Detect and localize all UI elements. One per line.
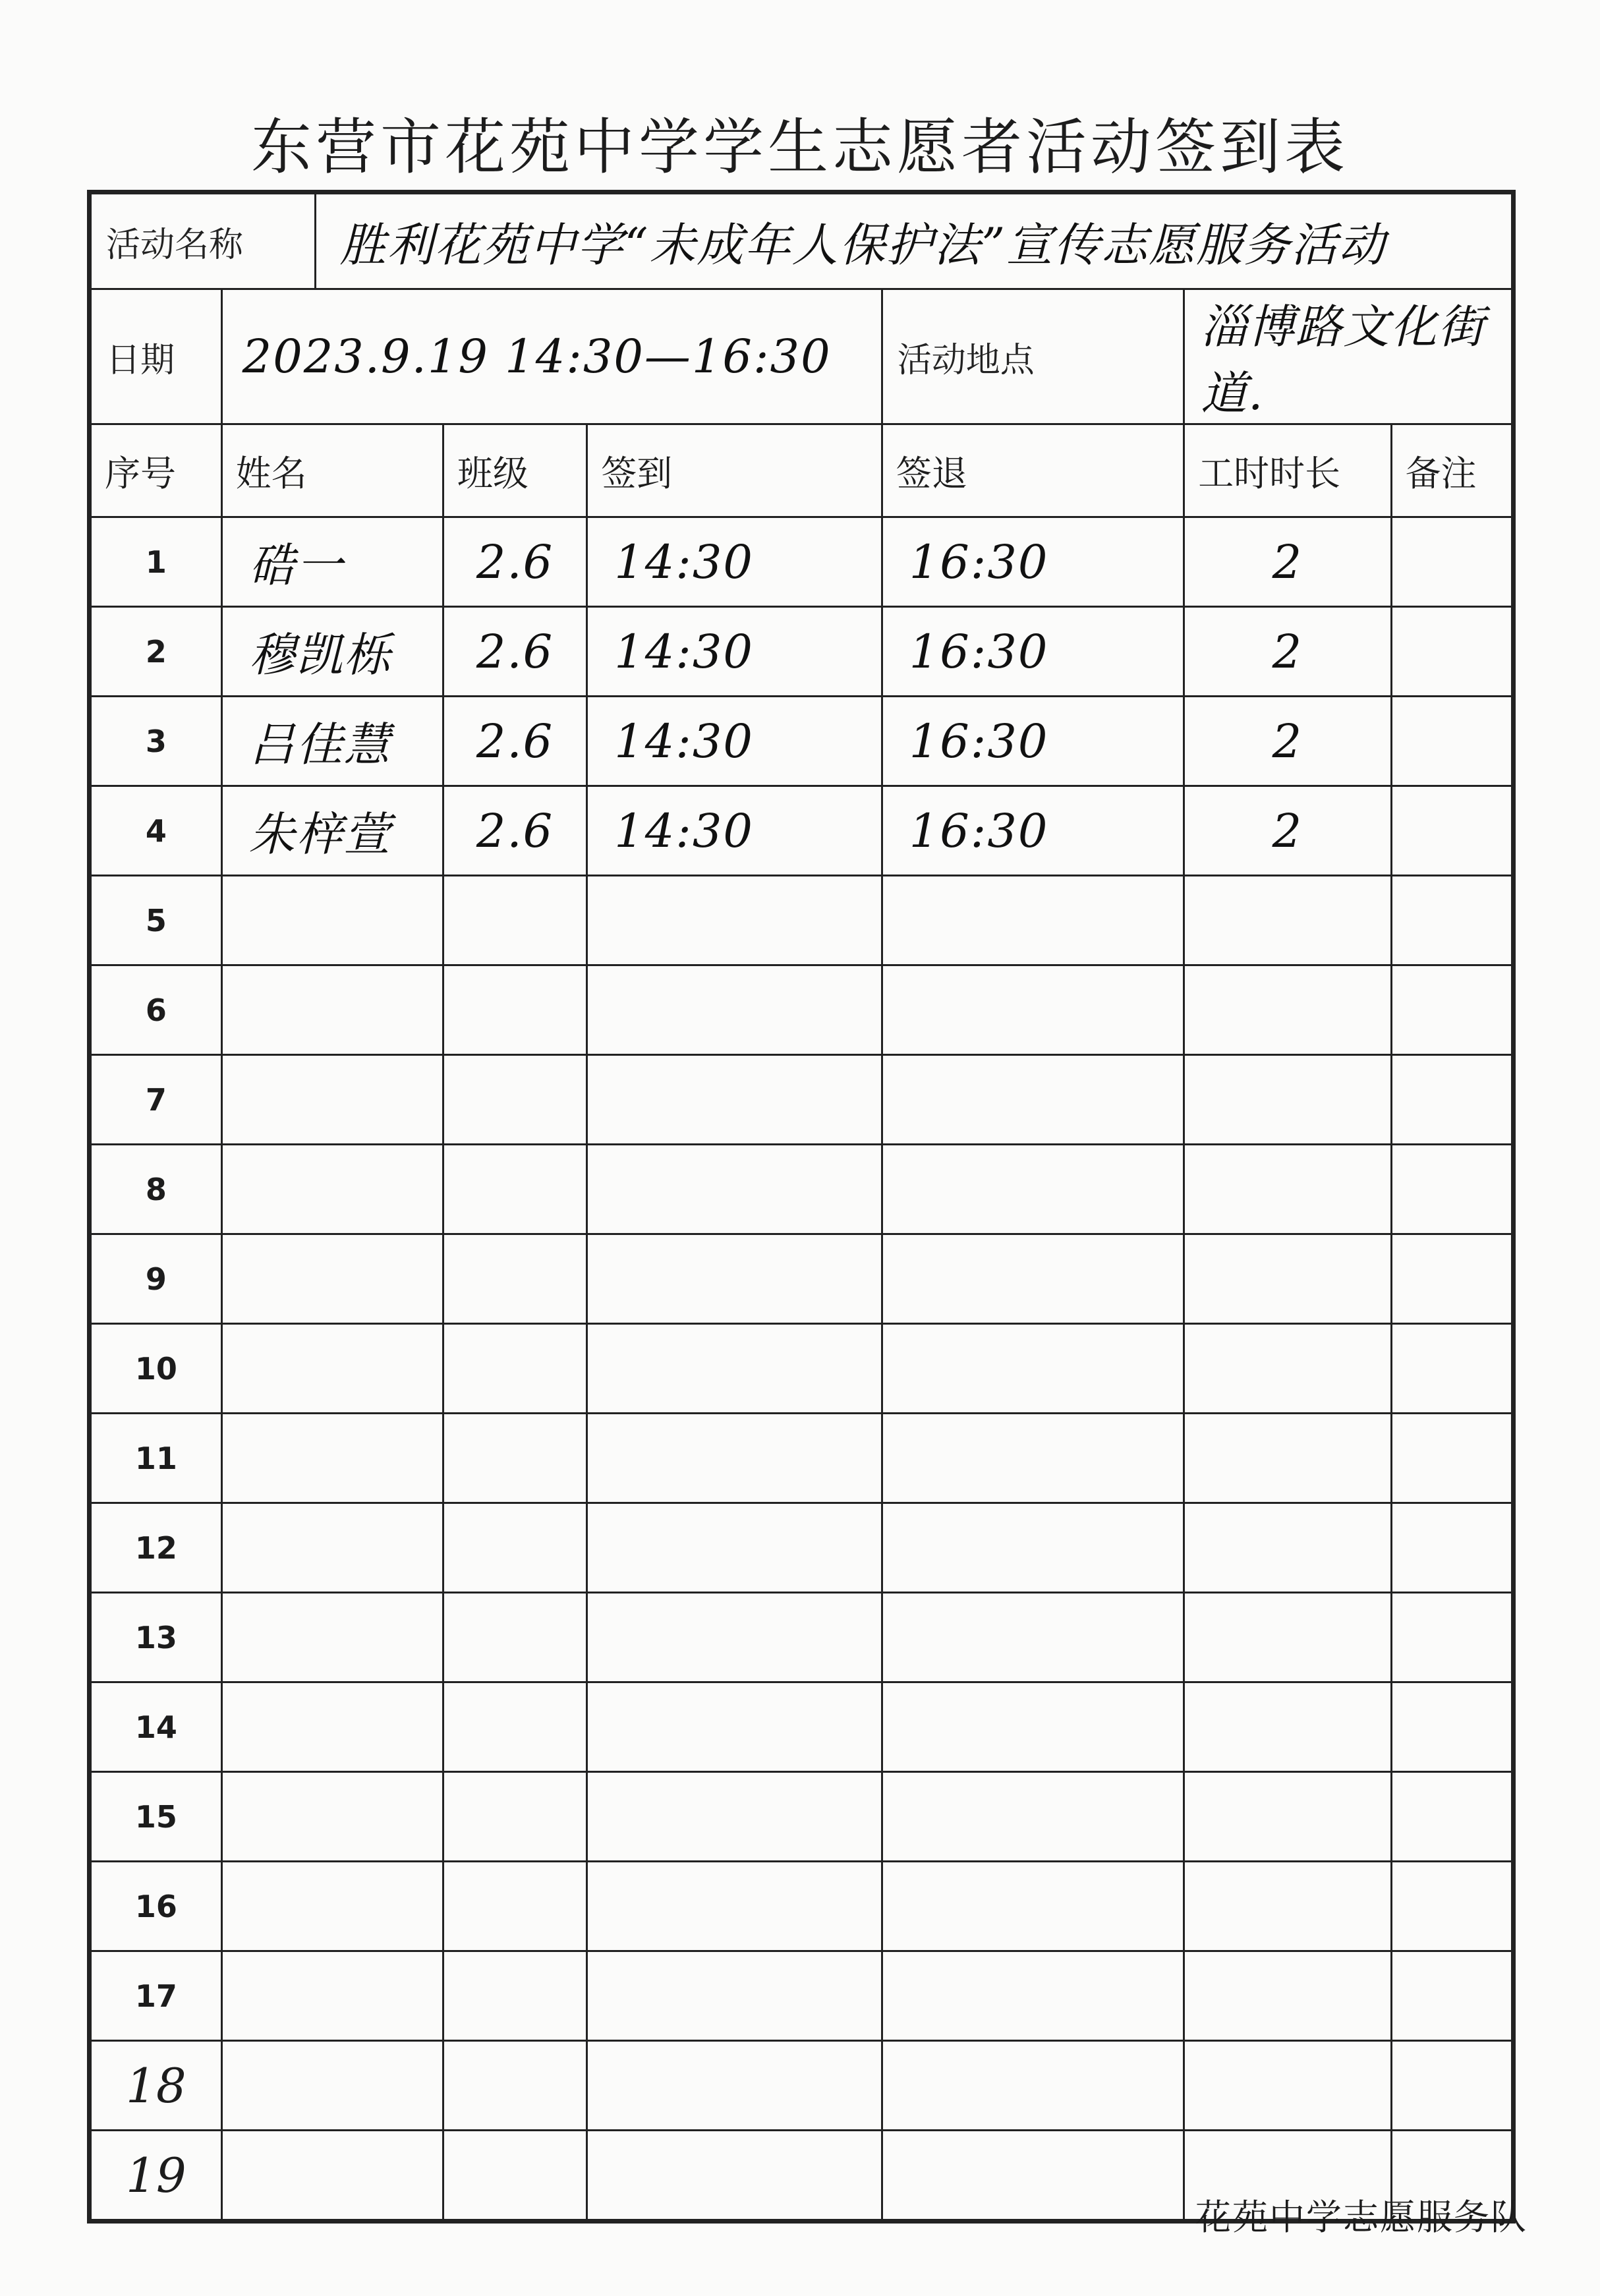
location-value[interactable]: 淄博路文化街道.: [1184, 289, 1512, 424]
sign-out-cell[interactable]: [882, 876, 1184, 965]
note-cell[interactable]: [1391, 1682, 1512, 1772]
class-cell[interactable]: [443, 1503, 586, 1593]
table-row: [91, 1593, 1512, 1682]
class-cell[interactable]: [443, 2041, 586, 2131]
class-cell[interactable]: [443, 876, 586, 965]
table-row: [91, 1145, 1512, 1234]
name-cell[interactable]: [221, 1682, 443, 1772]
name-cell[interactable]: [221, 2041, 443, 2131]
sign-in-cell[interactable]: [587, 1772, 882, 1862]
class-cell[interactable]: 2.6: [443, 517, 586, 607]
sign-in-cell[interactable]: [587, 2041, 882, 2131]
sign-in-cell[interactable]: [587, 1503, 882, 1593]
hours-cell[interactable]: [1184, 2041, 1391, 2131]
date-value[interactable]: 2023.9.19 14:30—16:30: [221, 289, 882, 424]
hours-cell[interactable]: 2: [1184, 517, 1391, 607]
row-number: 17: [91, 1951, 222, 2041]
note-cell[interactable]: [1391, 2041, 1512, 2131]
note-cell[interactable]: [1391, 1772, 1512, 1862]
row-number: 3: [91, 697, 222, 786]
table-row: [91, 1055, 1512, 1145]
col-header-hours: 工时时长: [1184, 424, 1391, 517]
sign-out-cell[interactable]: [882, 965, 1184, 1055]
class-cell[interactable]: 2.6: [443, 786, 586, 876]
name-cell[interactable]: 朱梓萱: [221, 786, 443, 876]
name-cell[interactable]: 吕佳慧: [221, 697, 443, 786]
class-cell[interactable]: [443, 2131, 586, 2220]
sign-in-cell[interactable]: 14:30: [587, 517, 882, 607]
class-cell[interactable]: [443, 1324, 586, 1414]
row-number: 16: [91, 1862, 222, 1951]
note-cell[interactable]: [1391, 517, 1512, 607]
table-row: [91, 607, 1512, 697]
sign-out-cell[interactable]: [882, 2041, 1184, 2131]
col-header-number: 序号: [91, 424, 222, 517]
class-cell[interactable]: [443, 1682, 586, 1772]
name-cell[interactable]: [221, 1324, 443, 1414]
hours-cell[interactable]: [1184, 1324, 1391, 1414]
class-cell[interactable]: [443, 1414, 586, 1503]
table-row: [91, 2041, 1512, 2131]
row-number: 13: [91, 1593, 222, 1682]
row-number: 2: [91, 607, 222, 697]
location-label: 活动地点: [882, 289, 1184, 424]
sign-in-cell[interactable]: 14:30: [587, 697, 882, 786]
name-cell[interactable]: [221, 2131, 443, 2220]
sign-out-cell[interactable]: [882, 1951, 1184, 2041]
sign-in-cell[interactable]: [587, 2131, 882, 2220]
class-cell[interactable]: [443, 1862, 586, 1951]
class-cell[interactable]: 2.6: [443, 607, 586, 697]
sign-in-cell[interactable]: [587, 965, 882, 1055]
sign-in-cell[interactable]: [587, 1055, 882, 1145]
table-row: [91, 1951, 1512, 2041]
hours-cell[interactable]: [1184, 965, 1391, 1055]
hours-cell[interactable]: [1184, 1772, 1391, 1862]
class-cell[interactable]: [443, 1145, 586, 1234]
name-cell[interactable]: [221, 1145, 443, 1234]
name-cell[interactable]: 穆凯栎: [221, 607, 443, 697]
hours-cell[interactable]: 2: [1184, 697, 1391, 786]
row-number: 18: [91, 2041, 222, 2131]
name-cell[interactable]: [221, 965, 443, 1055]
sign-out-cell[interactable]: [882, 1324, 1184, 1414]
class-cell[interactable]: 2.6: [443, 697, 586, 786]
sign-in-cell[interactable]: [587, 1414, 882, 1503]
note-cell[interactable]: [1391, 965, 1512, 1055]
sign-out-cell[interactable]: 16:30: [882, 697, 1184, 786]
row-number: 5: [91, 876, 222, 965]
note-cell[interactable]: [1391, 1593, 1512, 1682]
name-cell[interactable]: [221, 1234, 443, 1324]
hours-cell[interactable]: 2: [1184, 786, 1391, 876]
note-cell[interactable]: [1391, 1414, 1512, 1503]
sign-out-cell[interactable]: [882, 1055, 1184, 1145]
activity-name-label: 活动名称: [91, 194, 316, 289]
row-number: 7: [91, 1055, 222, 1145]
sign-out-cell[interactable]: [882, 1503, 1184, 1593]
table-row: [91, 1324, 1512, 1414]
hours-cell[interactable]: [1184, 1682, 1391, 1772]
sign-out-cell[interactable]: [882, 2131, 1184, 2220]
row-number: 15: [91, 1772, 222, 1862]
name-cell[interactable]: [221, 1503, 443, 1593]
sign-out-cell[interactable]: [882, 1234, 1184, 1324]
hours-cell[interactable]: [1184, 1503, 1391, 1593]
col-header-sign-out: 签退: [882, 424, 1184, 517]
sign-out-cell[interactable]: 16:30: [882, 786, 1184, 876]
class-cell[interactable]: [443, 965, 586, 1055]
table-row: [91, 1772, 1512, 1862]
note-cell[interactable]: [1391, 876, 1512, 965]
footer-team-name: 花苑中学志愿服务队: [1195, 2196, 1528, 2238]
class-cell[interactable]: [443, 1951, 586, 2041]
sign-out-cell[interactable]: [882, 1862, 1184, 1951]
date-label: 日期: [91, 289, 222, 424]
table-row: [91, 517, 1512, 607]
name-cell[interactable]: [221, 876, 443, 965]
note-cell[interactable]: [1391, 1951, 1512, 2041]
hours-cell[interactable]: [1184, 1055, 1391, 1145]
note-cell[interactable]: [1391, 1503, 1512, 1593]
row-number: 4: [91, 786, 222, 876]
hours-cell[interactable]: [1184, 1234, 1391, 1324]
col-header-note: 备注: [1391, 424, 1512, 517]
class-cell[interactable]: [443, 1055, 586, 1145]
hours-cell[interactable]: [1184, 1862, 1391, 1951]
note-cell[interactable]: [1391, 1324, 1512, 1414]
row-number: 10: [91, 1324, 222, 1414]
row-number: 1: [91, 517, 222, 607]
name-cell[interactable]: [221, 1055, 443, 1145]
note-cell[interactable]: [1391, 786, 1512, 876]
table-row: [91, 697, 1512, 786]
sign-in-cell[interactable]: [587, 1682, 882, 1772]
table-row: [91, 876, 1512, 965]
name-cell[interactable]: 硞一: [221, 517, 443, 607]
sign-out-cell[interactable]: [882, 1772, 1184, 1862]
row-number: 8: [91, 1145, 222, 1234]
sign-in-cell[interactable]: 14:30: [587, 607, 882, 697]
sign-in-cell[interactable]: [587, 1593, 882, 1682]
col-header-class: 班级: [443, 424, 586, 517]
row-number: 19: [91, 2131, 222, 2220]
row-number: 6: [91, 965, 222, 1055]
row-number: 11: [91, 1414, 222, 1503]
note-cell[interactable]: [1391, 1862, 1512, 1951]
note-cell[interactable]: [1391, 1055, 1512, 1145]
sign-in-cell[interactable]: [587, 1145, 882, 1234]
note-cell[interactable]: [1391, 1145, 1512, 1234]
table-row: [91, 1414, 1512, 1503]
sign-in-table: [90, 192, 1513, 2221]
sign-in-cell[interactable]: [587, 1862, 882, 1951]
table-row: [91, 1503, 1512, 1593]
sign-in-cell[interactable]: 14:30: [587, 786, 882, 876]
sign-out-cell[interactable]: 16:30: [882, 517, 1184, 607]
hours-cell[interactable]: [1184, 876, 1391, 965]
sign-out-cell[interactable]: [882, 1145, 1184, 1234]
table-header-row: [91, 424, 1512, 517]
name-cell[interactable]: [221, 1772, 443, 1862]
row-number: 12: [91, 1503, 222, 1593]
hours-cell[interactable]: [1184, 1951, 1391, 2041]
hours-cell[interactable]: [1184, 1593, 1391, 1682]
sign-in-cell[interactable]: [587, 1951, 882, 2041]
sign-out-cell[interactable]: [882, 1593, 1184, 1682]
row-number: 9: [91, 1234, 222, 1324]
class-cell[interactable]: [443, 1772, 586, 1862]
table-row: [91, 1234, 1512, 1324]
hours-cell[interactable]: 2: [1184, 607, 1391, 697]
col-header-sign-in: 签到: [587, 424, 882, 517]
col-header-name: 姓名: [221, 424, 443, 517]
class-cell[interactable]: [443, 1234, 586, 1324]
sign-in-cell[interactable]: [587, 1324, 882, 1414]
name-cell[interactable]: [221, 1414, 443, 1503]
sign-in-cell[interactable]: [587, 876, 882, 965]
table-row: [91, 1682, 1512, 1772]
note-cell[interactable]: [1391, 607, 1512, 697]
class-cell[interactable]: [443, 1593, 586, 1682]
page-title: 东营市花苑中学学生志愿者活动签到表: [250, 112, 1349, 183]
name-cell[interactable]: [221, 1593, 443, 1682]
name-cell[interactable]: [221, 1862, 443, 1951]
activity-name-value[interactable]: 胜利花苑中学“未成年人保护法”宣传志愿服务活动: [315, 194, 1512, 289]
table-row: [91, 1862, 1512, 1951]
hours-cell[interactable]: [1184, 1414, 1391, 1503]
sign-out-cell[interactable]: 16:30: [882, 607, 1184, 697]
name-cell[interactable]: [221, 1951, 443, 2041]
sign-in-cell[interactable]: [587, 1234, 882, 1324]
note-cell[interactable]: [1391, 1234, 1512, 1324]
hours-cell[interactable]: [1184, 1145, 1391, 1234]
table-row: [91, 786, 1512, 876]
sign-out-cell[interactable]: [882, 1414, 1184, 1503]
sign-out-cell[interactable]: [882, 1682, 1184, 1772]
row-number: 14: [91, 1682, 222, 1772]
sign-in-sheet: [87, 190, 1516, 2224]
note-cell[interactable]: [1391, 697, 1512, 786]
table-row: [91, 965, 1512, 1055]
